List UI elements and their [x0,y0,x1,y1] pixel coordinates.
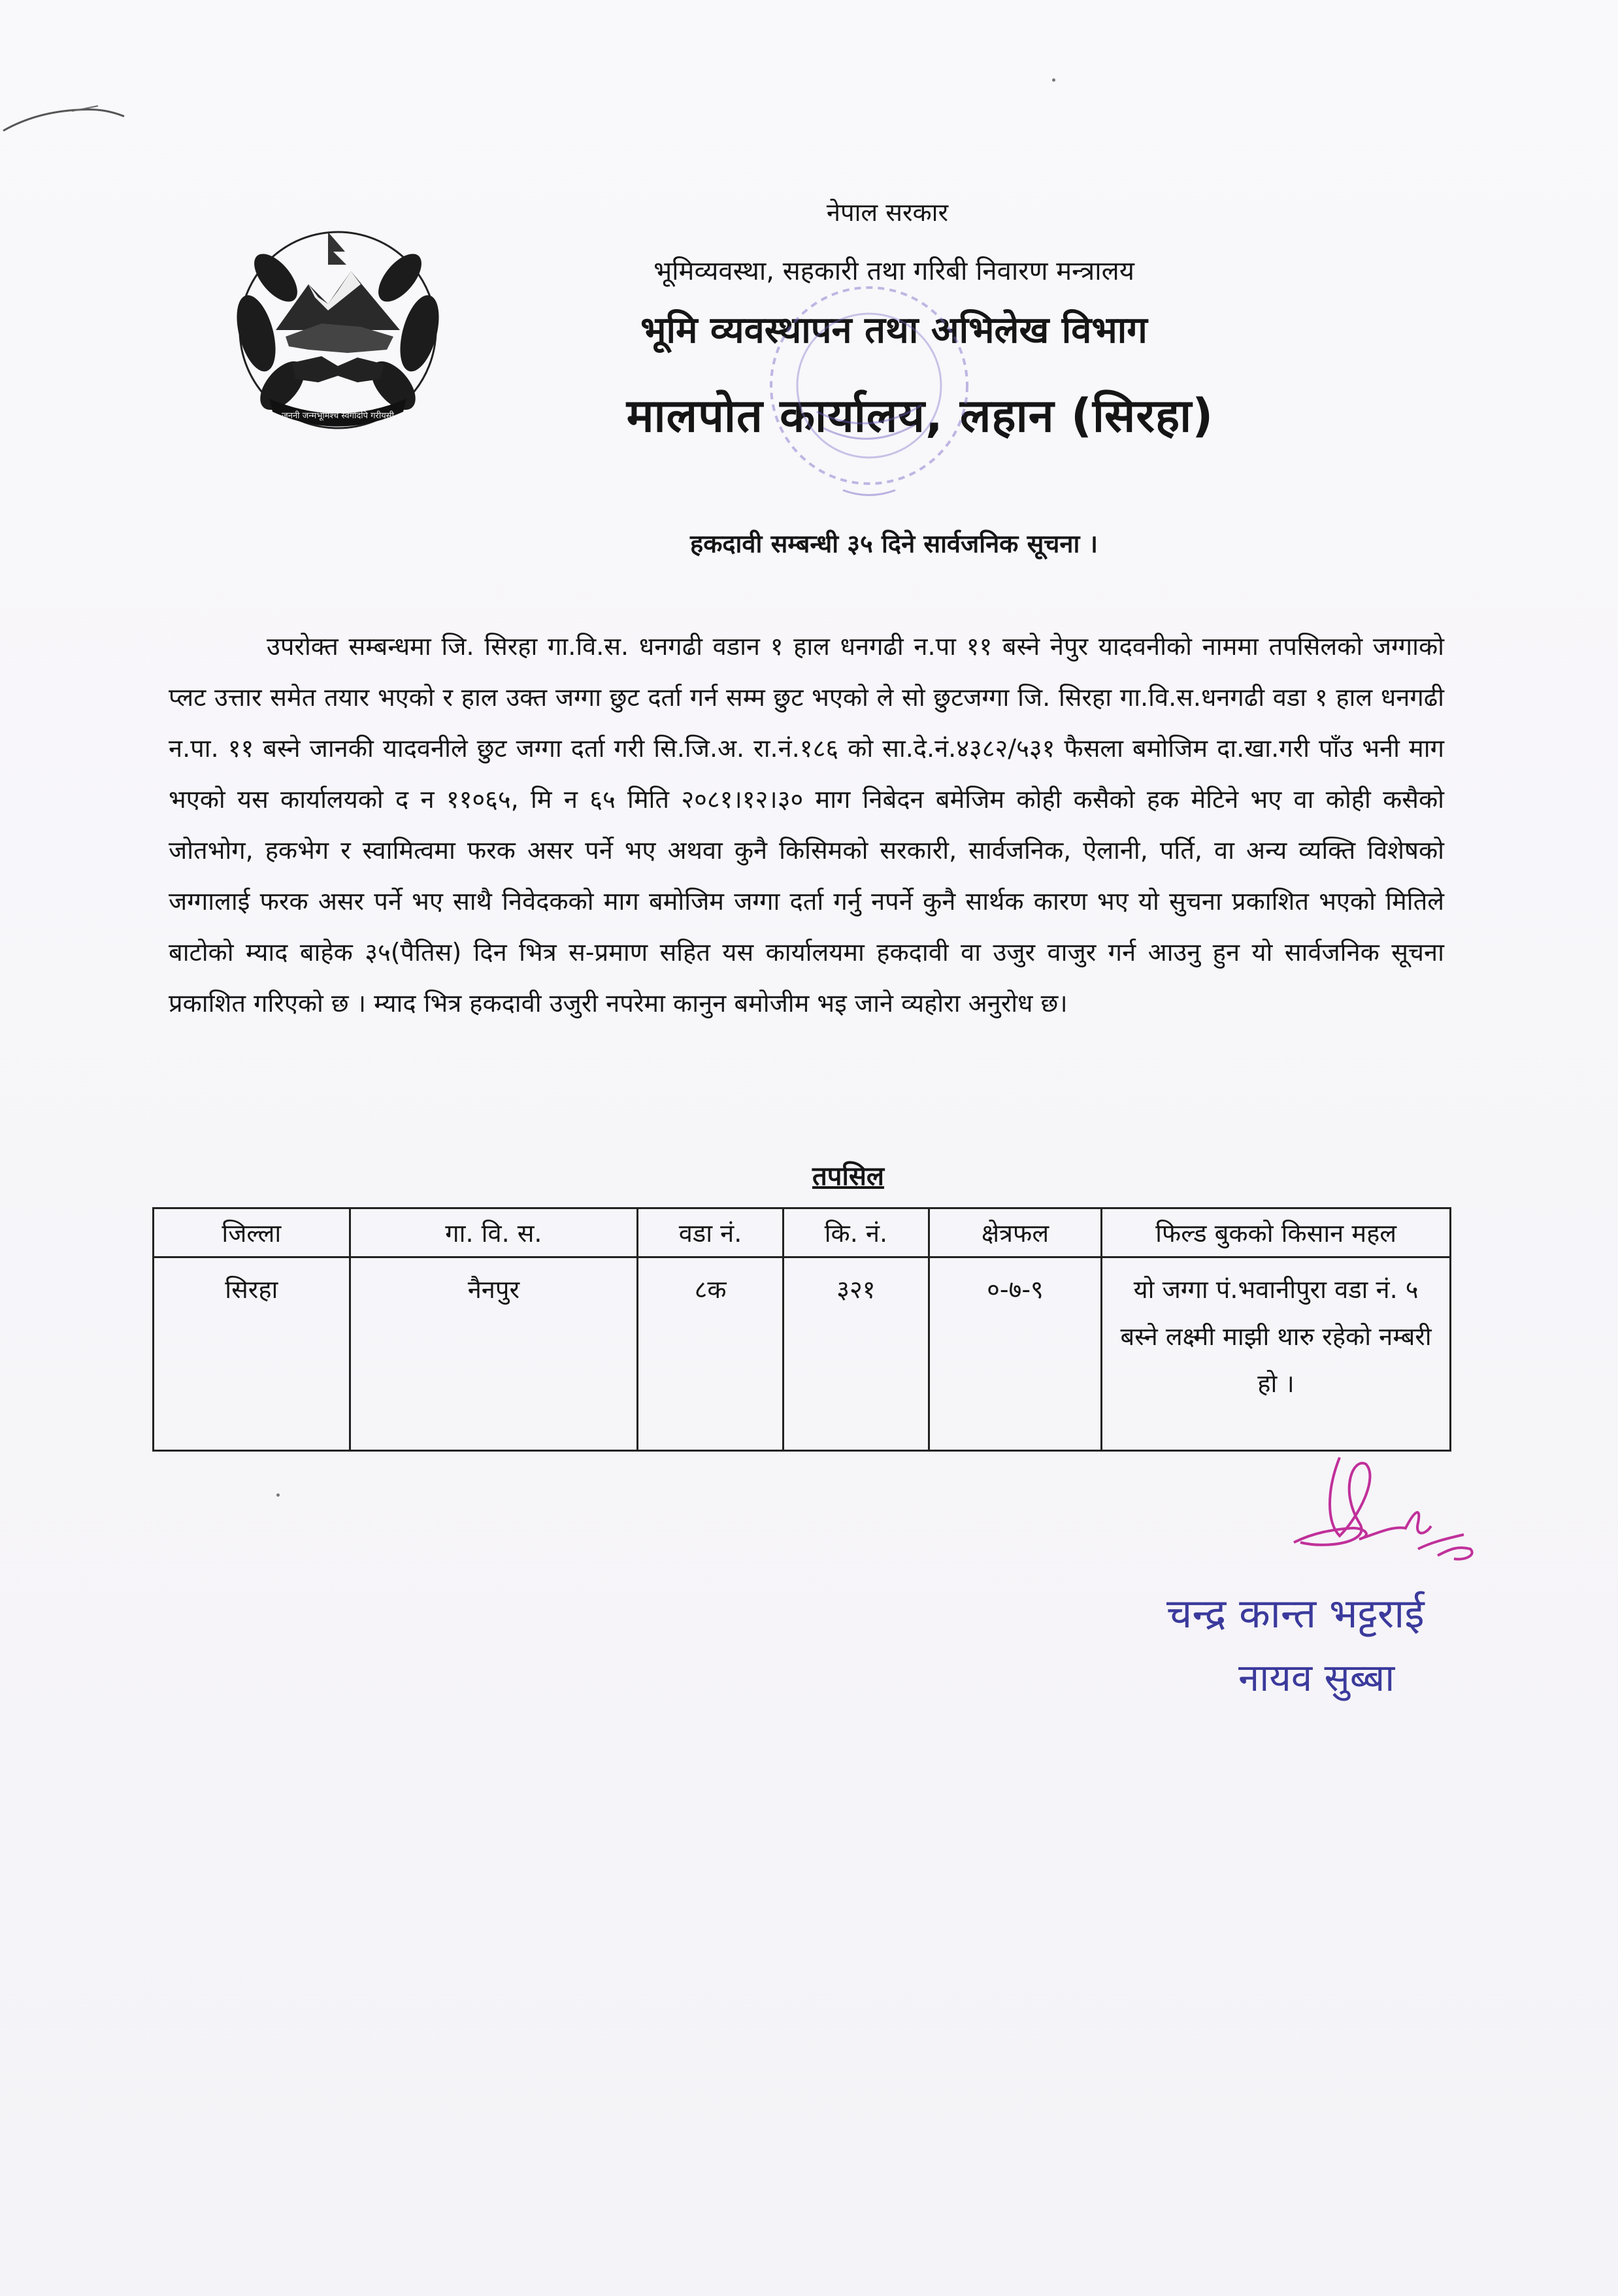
scan-speck [1052,78,1055,82]
header-remarks: फिल्ड बुकको किसान महल [1102,1208,1451,1257]
table-row [154,1257,1451,1451]
notice-subject: हकदावी सम्बन्धी ३५ दिने सार्वजनिक सूचना । [690,529,1098,558]
government-title: नेपाल सरकार [826,198,949,227]
office-name: मालपोत कार्यालय, लहान (सिरहा) [626,389,1214,442]
ministry-name: भूमिव्यवस्था, सहकारी तथा गरिबी निवारण मन्त्रालय [653,256,1134,286]
cell-ward: ८क [638,1257,784,1451]
schedule-title: तपसिल [812,1161,885,1191]
header-kitta: कि. नं. [783,1208,929,1257]
signatory-title: नायव सुब्बा [1238,1655,1395,1700]
svg-text:जननी जन्मभूमिश्च स्वर्गादपि गर: जननी जन्मभूमिश्च स्वर्गादपि गरीयसी [282,411,394,421]
office-stamp-seal [738,275,1000,536]
signatory-name: चन्द्र कान्त भट्टराई [1166,1589,1425,1637]
header-district: जिल्ला [154,1208,350,1257]
header-area: क्षेत्रफल [929,1208,1101,1257]
cell-area: ०-७-९ [929,1257,1101,1451]
scan-speck [276,1493,280,1497]
cell-kitta: ३२१ [783,1257,929,1451]
cell-remarks: यो जग्गा पं.भवानीपुरा वडा नं. ५ बस्ने लक्ष्मी माझी थारु रहेको नम्बरी हो । [1102,1257,1451,1451]
cell-vdc: नैनपुर [350,1257,638,1451]
notice-body: उपरोक्त सम्बन्धमा जि. सिरहा गा.वि.स. धनगढी वडान १ हाल धनगढी न.पा ११ बस्ने नेपुर यादवनीको नाममा तपसिलको जग्गाको प्लट उत्तार समेत तयार भएको र हाल उक्त जग्गा छुट दर्ता गर्न सम्म छुट भएको ले सो छुटजग्गा जि. सिरहा गा.वि.स.धनगढी वडा १ हाल धनगढी न.पा. ११ बस्ने जानकी यादवनीले छुट जग्गा दर्ता गरी सि.जि.अ. रा.नं.१८६ को सा.दे.नं.४३८२/५३१ फैसला बमोजिम दा.खा.गरी पाँउ भनी माग भएको यस कार्यालयको द न ११०६५, मि न ६५ मिति २०८१।१२।३० माग निबेदन बमेजिम कोही कसैको हक मेटिने भए वा कोही कसैको जोतभोग, हकभेग र स्वामित्वमा फरक असर पर्ने भए अथवा कुनै किसिमको सरकारी, सार्वजनिक, ऐलानी, पर्ति, वा अन्य व्यक्ति विशेषको जग्गालाई फरक असर पर्ने भए साथै निवेदकको माग बमोजिम जग्गा दर्ता गर्नु नपर्ने कुनै सार्थक कारण भए यो सुचना प्रकाशित भएको मितिले बाटोको म्याद बाहेक ३५(पैतिस) दिन भित्र स-प्रमाण सहित यस कार्यालयमा हकदावी वा उजुर वाजुर गर्न आउनु हुन यो सार्वजनिक सूचना प्रकाशित गरिएको छ । म्याद भित्र हकदावी उजुरी नपरेमा कानुन बमोजीम भइ जाने व्यहोरा अनुरोध छ। [169,632,1444,1018]
header-ward: वडा नं. [638,1208,784,1257]
cell-district: सिरहा [154,1257,350,1451]
department-name: भूमि व्यवस्थापन तथा अभिलेख विभाग [640,309,1147,352]
header-vdc: गा. वि. स. [350,1208,638,1257]
table-header-row [154,1208,1451,1257]
scan-artifact-mark [0,46,131,150]
schedule-table [152,1207,1451,1452]
